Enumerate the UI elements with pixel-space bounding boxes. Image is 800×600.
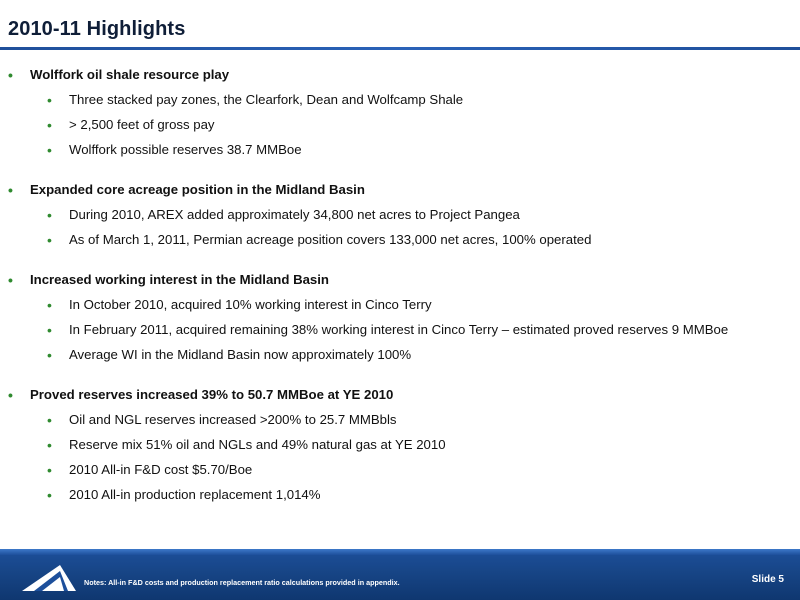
list-item: • Oil and NGL reserves increased >200% to 25.7 MMBbls bbox=[47, 412, 397, 428]
list-item: • Reserve mix 51% oil and NGLs and 49% natural gas at YE 2010 bbox=[47, 437, 446, 453]
footer-highlight bbox=[0, 549, 800, 555]
section-heading: • Wolffork oil shale resource play bbox=[8, 67, 230, 83]
bullet-icon: • bbox=[47, 487, 52, 503]
bullet-icon: • bbox=[47, 142, 52, 158]
bullet-icon: • bbox=[8, 67, 13, 83]
list-item: • 2010 All-in F&D cost $5.70/Boe bbox=[47, 462, 253, 478]
bullet-icon: • bbox=[8, 387, 13, 403]
bullet-icon: • bbox=[47, 297, 52, 313]
bullet-icon: • bbox=[47, 322, 52, 338]
bullet-icon: • bbox=[8, 272, 13, 288]
bullet-icon: • bbox=[47, 92, 52, 108]
list-item: • In October 2010, acquired 10% working interest in Cinco Terry bbox=[47, 297, 432, 313]
list-item: • During 2010, AREX added approximately 34,800 net acres to Project Pangea bbox=[47, 207, 520, 223]
bullet-icon: • bbox=[47, 437, 52, 453]
bullet-icon: • bbox=[47, 347, 52, 363]
bullet-icon: • bbox=[8, 182, 13, 198]
list-item: • 2010 All-in production replacement 1,014% bbox=[47, 487, 321, 503]
section-heading: • Expanded core acreage position in the Midland Basin bbox=[8, 182, 365, 198]
list-item: • As of March 1, 2011, Permian acreage position covers 133,000 net acres, 100% operated bbox=[47, 232, 592, 248]
footer-bar bbox=[0, 549, 800, 600]
bullet-icon: • bbox=[47, 462, 52, 478]
title-divider bbox=[0, 47, 800, 50]
list-item: • Wolffork possible reserves 38.7 MMBoe bbox=[47, 142, 302, 158]
bullet-icon: • bbox=[47, 412, 52, 428]
bullet-icon: • bbox=[47, 117, 52, 133]
list-item: • In February 2011, acquired remaining 38% working interest in Cinco Terry – estimated proved reserves 9 MMBoe bbox=[47, 322, 729, 338]
slide-number: Slide 5 bbox=[751, 574, 784, 585]
footer-notes: Notes: All-in F&D costs and production replacement ratio calculations provided in appendix. bbox=[84, 578, 400, 587]
list-item: • Three stacked pay zones, the Clearfork, Dean and Wolfcamp Shale bbox=[47, 92, 464, 108]
bullet-icon: • bbox=[47, 232, 52, 248]
list-item: • > 2,500 feet of gross pay bbox=[47, 117, 215, 133]
section-heading: • Proved reserves increased 39% to 50.7 MMBoe at YE 2010 bbox=[8, 387, 394, 403]
section-heading: • Increased working interest in the Midland Basin bbox=[8, 272, 329, 288]
page-title: 2010-11 Highlights bbox=[8, 18, 186, 40]
bullet-icon: • bbox=[47, 207, 52, 223]
mountain-triangle-logo-icon bbox=[20, 561, 78, 593]
list-item: • Average WI in the Midland Basin now approximately 100% bbox=[47, 347, 412, 363]
